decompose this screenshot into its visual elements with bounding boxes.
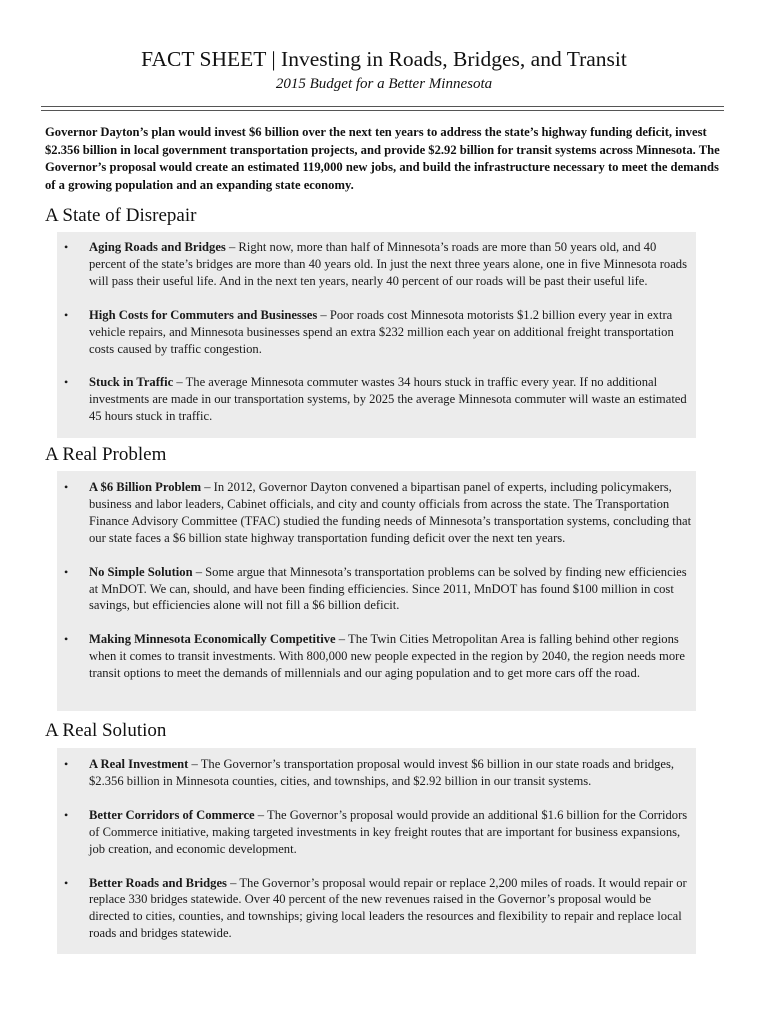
bullet-icon: •: [64, 375, 69, 390]
item-title: High Costs for Commuters and Businesses: [89, 307, 318, 322]
item-text: Poor roads cost Minnesota motorists $1.2 billion every year in extra vehicle repairs, and Minnesota businesses spend an extra $232 million each year on additional freight transportation costs caused by traffic congestion.: [89, 307, 674, 356]
bullet-icon: •: [64, 307, 69, 322]
list-item: • Aging Roads and Bridges – Right now, more than half of Minnesota’s roads are more than 50 years old, and 40 percent of the state’s bridges are more than 40 years old. In just the next three years alone, one in five Minnesota roads will pass their useful life. And in the next ten years, nearly 40 percent of our roads will be past their useful life.: [64, 240, 688, 288]
section-box-real-solution: [57, 748, 696, 954]
page-title: FACT SHEET | Investing in Roads, Bridges, and Transit: [141, 47, 627, 71]
item-title: Better Roads and Bridges: [89, 875, 227, 890]
list-item: • No Simple Solution – Some argue that Minnesota’s transportation problems can be solved by finding new efficiencies at MnDOT. We can, should, and have been finding efficiencies. Since 2011, MnDOT has found $100 million in cost savings, but efficiencies alone will not fill a $6 billion deficit.: [64, 564, 687, 613]
item-title: Aging Roads and Bridges: [89, 240, 226, 254]
bullet-icon: •: [64, 564, 69, 579]
page-subtitle: 2015 Budget for a Better Minnesota: [275, 76, 493, 92]
list-item: • Better Roads and Bridges – The Governor’s proposal would repair or replace 2,200 miles of roads. It would repair or replace 330 bridges statewide. Over 40 percent of the new revenues raised in the Governor’s proposal would be directed to cities, counties, and townships; giving local leaders the resources and flexibility to repair and replace local roads and bridges statewide.: [64, 875, 687, 941]
item-title: Better Corridors of Commerce: [89, 807, 255, 822]
item-text: The average Minnesota commuter wastes 34 hours stuck in traffic every year. If no additional investments are made in our transportation systems, by 2025 the average Minnesota commuter will waste an estimated 45 hours stuck in traffic.: [89, 375, 687, 424]
item-title: A $6 Billion Problem: [89, 480, 202, 494]
bullet-list: [57, 479, 696, 682]
list-item: • Better Corridors of Commerce – The Governor’s proposal would provide an additional $1.6 billion for the Corridors of Commerce initiative, making targeted investments in key freight routes that are important for business expansions, job creation, and economic development.: [64, 807, 688, 856]
item-text: The Twin Cities Metropolitan Area is falling behind other regions when it comes to transit investments. With 800,000 new people expected in the region by 2040, the region needs more transit options to meet the demands of millennials and our aging population and to get more cars off the road.: [89, 632, 685, 681]
bullet-list: [57, 756, 696, 942]
item-text: Some argue that Minnesota’s transportation problems can be solved by finding new efficiencies at MnDOT. We can, should, and have been finding efficiencies. Since 2011, MnDOT has found $100 million in cost savings, but efficiencies alone will not fill a $6 billion deficit.: [89, 564, 687, 613]
item-text: The Governor’s proposal would provide an additional $1.6 billion for the Corridors of Commerce initiative, making targeted investments in key freight routes that are important for business expansions, job creation, and economic development.: [89, 807, 688, 856]
section-heading-real-problem: A Real Problem: [45, 444, 167, 465]
list-item: • A $6 Billion Problem – In 2012, Governor Dayton convened a bipartisan panel of experts, including policymakers, business and labor leaders, Cabinet officials, and city and county officials from across the state. The Transportation Finance Advisory Committee (TFAC) studied the funding needs of Minnesota’s transportation systems, concluding that our state faces a $6 billion state highway transportation funding deficit over the next ten years.: [64, 480, 692, 545]
bullet-icon: •: [64, 807, 69, 822]
section-box-real-problem: [57, 471, 696, 711]
item-text: In 2012, Governor Dayton convened a bipartisan panel of experts, including policymakers, business and labor leaders, Cabinet officials, and city and county officials from across the state. The Transportation Finance Advisory Committee (TFAC) studied the funding needs of Minnesota’s transportation systems, concluding that our state faces a $6 billion state highway transportation funding deficit over the next ten years.: [89, 480, 692, 545]
item-text: The Governor’s proposal would repair or replace 2,200 miles of roads. It would repair or replace 330 bridges statewide. Over 40 percent of the new revenues raised in the Governor’s proposal would be directed to cities, counties, and townships; giving local leaders the resources and flexibility to repair and replace local roads and bridges statewide.: [89, 875, 687, 941]
section-heading-real-solution: A Real Solution: [45, 720, 167, 741]
bullet-list: [57, 239, 696, 425]
item-text: The Governor’s transportation proposal would invest $6 billion in our state roads and bridges, $2.356 billion in Minnesota counties, cities, and townships, and $2.92 billion in our transit systems.: [89, 757, 675, 788]
list-item: • Stuck in Traffic – The average Minnesota commuter wastes 34 hours stuck in traffic every year. If no additional investments are made in our transportation systems, by 2025 the average Minnesota commuter will waste an estimated 45 hours stuck in traffic.: [64, 375, 687, 424]
section-heading-state-of-disrepair: A State of Disrepair: [45, 205, 197, 226]
list-item: • A Real Investment – The Governor’s transportation proposal would invest $6 billion in our state roads and bridges, $2.356 billion in Minnesota counties, cities, and townships, and $2.92 billion in our transit systems.: [64, 757, 675, 788]
bullet-icon: •: [64, 757, 69, 771]
list-item: • Making Minnesota Economically Competitive – The Twin Cities Metropolitan Area is falling behind other regions when it comes to transit investments. With 800,000 new people expected in the region by 2040, the region needs more transit options to meet the demands of millennials and our aging population and to get more cars off the road.: [64, 632, 685, 681]
bullet-icon: •: [64, 240, 69, 254]
bullet-icon: •: [64, 480, 69, 494]
item-title: Stuck in Traffic: [89, 375, 174, 390]
bullet-icon: •: [64, 875, 69, 890]
bullet-icon: •: [64, 632, 69, 647]
item-title: No Simple Solution: [89, 564, 193, 579]
title-rule-bottom: [41, 110, 724, 111]
item-title: A Real Investment: [89, 757, 189, 771]
item-title: Making Minnesota Economically Competitive: [89, 632, 336, 647]
section-box-state-of-disrepair: [57, 232, 696, 438]
list-item: • High Costs for Commuters and Businesses – Poor roads cost Minnesota motorists $1.2 billion every year in extra vehicle repairs, and Minnesota businesses spend an extra $232 million each year on additional freight transportation costs caused by traffic congestion.: [64, 307, 674, 356]
item-text: Right now, more than half of Minnesota’s roads are more than 50 years old, and 40 percent of the state’s bridges are more than 40 years old. In just the next three years alone, one in five Minnesota roads will pass their useful life. And in the next ten years, nearly 40 percent of our roads will be past their useful life.: [89, 240, 688, 288]
title-rule-top: [41, 106, 724, 107]
intro-paragraph: Governor Dayton’s plan would invest $6 billion over the next ten years to address the state’s highway funding deficit, invest $2.356 billion in local government transportation projects, and provide $2.92 billion for transit systems across Minnesota. The Governor’s proposal would create an estimated 119,000 new jobs, and build the infrastructure necessary to meet the demands of a growing population and an expanding state economy.: [45, 125, 720, 192]
